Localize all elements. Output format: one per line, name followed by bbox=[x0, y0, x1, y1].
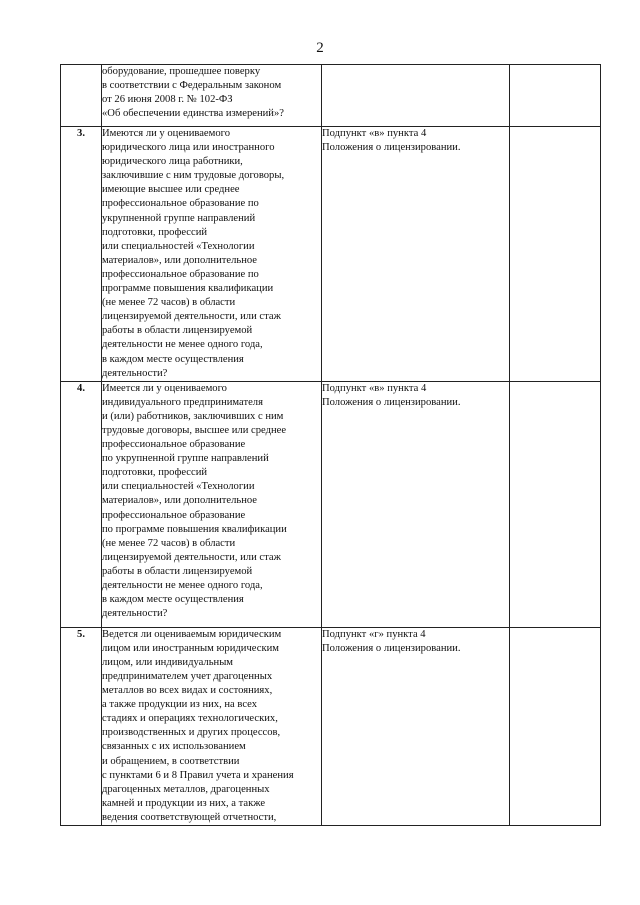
question-text-line: оборудование, прошедшее поверку bbox=[102, 66, 261, 77]
question-text-line: имеющие высшее или среднее bbox=[102, 184, 240, 196]
reference-text-line: Положения о лицензировании. bbox=[322, 142, 461, 154]
reference-text-line: Подпункт «в» пункта 4 bbox=[322, 382, 427, 394]
legal-reference-cell bbox=[322, 127, 510, 382]
question-text-line: профессиональное образование bbox=[102, 509, 246, 521]
question-text-line: предпринимателем учет драгоценных bbox=[102, 670, 273, 682]
question-text-line: индивидуального предпринимателя bbox=[102, 396, 263, 408]
question-text-line: профессиональное образование по bbox=[102, 198, 259, 210]
legal-reference-cell bbox=[322, 381, 510, 627]
question-text-line: металлов во всех видах и состояниях, bbox=[102, 685, 273, 697]
answer-cell bbox=[510, 627, 601, 825]
question-text-line: работы в области лицензируемой bbox=[102, 565, 253, 577]
question-text-line: деятельности? bbox=[102, 608, 168, 620]
question-text-line: или специальностей «Технологии bbox=[102, 240, 255, 252]
page-number: 2 bbox=[316, 40, 324, 56]
question-text-line: деятельности не менее одного года, bbox=[102, 580, 263, 591]
row-number bbox=[61, 65, 102, 127]
question-text-line: с пунктами 6 и 8 Правил учета и хранения bbox=[102, 769, 294, 781]
question-text-line: драгоценных металлов, драгоценных bbox=[102, 783, 270, 795]
row-number: 4. bbox=[61, 381, 102, 627]
question-text-line: (не менее 72 часов) в области bbox=[102, 537, 236, 549]
table-row bbox=[61, 381, 601, 627]
question-text-line: и обращением, в соответствии bbox=[102, 755, 240, 767]
question-text-line: профессиональное образование по bbox=[102, 268, 259, 280]
question-cell bbox=[102, 127, 322, 382]
question-text-line: Ведется ли оцениваемым юридическим bbox=[102, 628, 282, 640]
question-text-line: лицензируемой деятельности, или стаж bbox=[102, 551, 281, 563]
question-text-line: работы в области лицензируемой bbox=[102, 325, 253, 337]
checklist-table bbox=[60, 64, 601, 826]
legal-reference-cell bbox=[322, 65, 510, 127]
question-text-line: укрупненной группе направлений bbox=[102, 212, 256, 224]
question-text-line: производственных и других процессов, bbox=[102, 727, 281, 739]
question-text-line: профессиональное образование bbox=[102, 439, 246, 451]
question-text-line: «Об обеспечении единства измерений»? bbox=[102, 108, 284, 120]
question-text-line: ведения соответствующей отчетности, bbox=[102, 811, 277, 823]
question-text-line: связанных с их использованием bbox=[102, 741, 246, 753]
row-number: 3. bbox=[61, 127, 102, 382]
row-number: 5. bbox=[61, 627, 102, 825]
answer-cell bbox=[510, 65, 601, 127]
question-text-line: программе повышения квалификации bbox=[102, 283, 274, 295]
question-text-line: в каждом месте осуществления bbox=[102, 353, 244, 365]
question-text-line: материалов», или дополнительное bbox=[102, 254, 257, 266]
question-text-line: Имеются ли у оцениваемого bbox=[102, 128, 231, 139]
question-text-line: юридического лица работники, bbox=[102, 156, 243, 168]
answer-cell bbox=[510, 381, 601, 627]
legal-reference-cell bbox=[322, 627, 510, 825]
question-text-line: юридического лица или иностранного bbox=[102, 142, 275, 154]
reference-text-line: Положения о лицензировании. bbox=[322, 642, 461, 654]
question-cell bbox=[102, 65, 322, 127]
question-text-line: трудовые договоры, высшее или среднее bbox=[102, 424, 287, 436]
reference-text-line: Подпункт «в» пункта 4 bbox=[322, 128, 427, 139]
question-text-line: от 26 июня 2008 г. № 102-ФЗ bbox=[102, 94, 233, 106]
question-cell bbox=[102, 627, 322, 825]
question-text-line: деятельности не менее одного года, bbox=[102, 339, 263, 351]
question-text-line: стадиях и операциях технологических, bbox=[102, 713, 278, 725]
table-row bbox=[61, 627, 601, 825]
question-text-line: по программе повышения квалификации bbox=[102, 523, 287, 535]
reference-text-line: Положения о лицензировании. bbox=[322, 396, 461, 408]
question-cell bbox=[102, 381, 322, 627]
question-text-line: (не менее 72 часов) в области bbox=[102, 297, 236, 309]
question-text-line: камней и продукции из них, а также bbox=[102, 797, 266, 809]
question-text-line: материалов», или дополнительное bbox=[102, 495, 257, 507]
question-text-line: или специальностей «Технологии bbox=[102, 481, 255, 493]
question-text-line: Имеется ли у оцениваемого bbox=[102, 382, 227, 394]
question-text-line: и (или) работников, заключивших с ним bbox=[102, 410, 284, 422]
question-text-line: подготовки, профессий bbox=[102, 467, 208, 479]
question-text-line: по укрупненной группе направлений bbox=[102, 453, 269, 465]
reference-text-line: Подпункт «г» пункта 4 bbox=[322, 628, 426, 640]
question-text-line: деятельности? bbox=[102, 367, 168, 379]
question-text-line: в соответствии с Федеральным законом bbox=[102, 80, 282, 92]
answer-cell bbox=[510, 127, 601, 382]
question-text-line: подготовки, профессий bbox=[102, 226, 208, 238]
question-text-line: лицом или иностранным юридическим bbox=[102, 642, 279, 654]
question-text-line: в каждом месте осуществления bbox=[102, 594, 244, 606]
question-text-line: лицензируемой деятельности, или стаж bbox=[102, 311, 281, 323]
question-text-line: лицом, или индивидуальным bbox=[102, 656, 234, 668]
question-text-line: заключившие с ним трудовые договоры, bbox=[102, 170, 285, 182]
question-text-line: а также продукции из них, на всех bbox=[102, 699, 258, 711]
table-row bbox=[61, 65, 601, 127]
table-row bbox=[61, 127, 601, 382]
